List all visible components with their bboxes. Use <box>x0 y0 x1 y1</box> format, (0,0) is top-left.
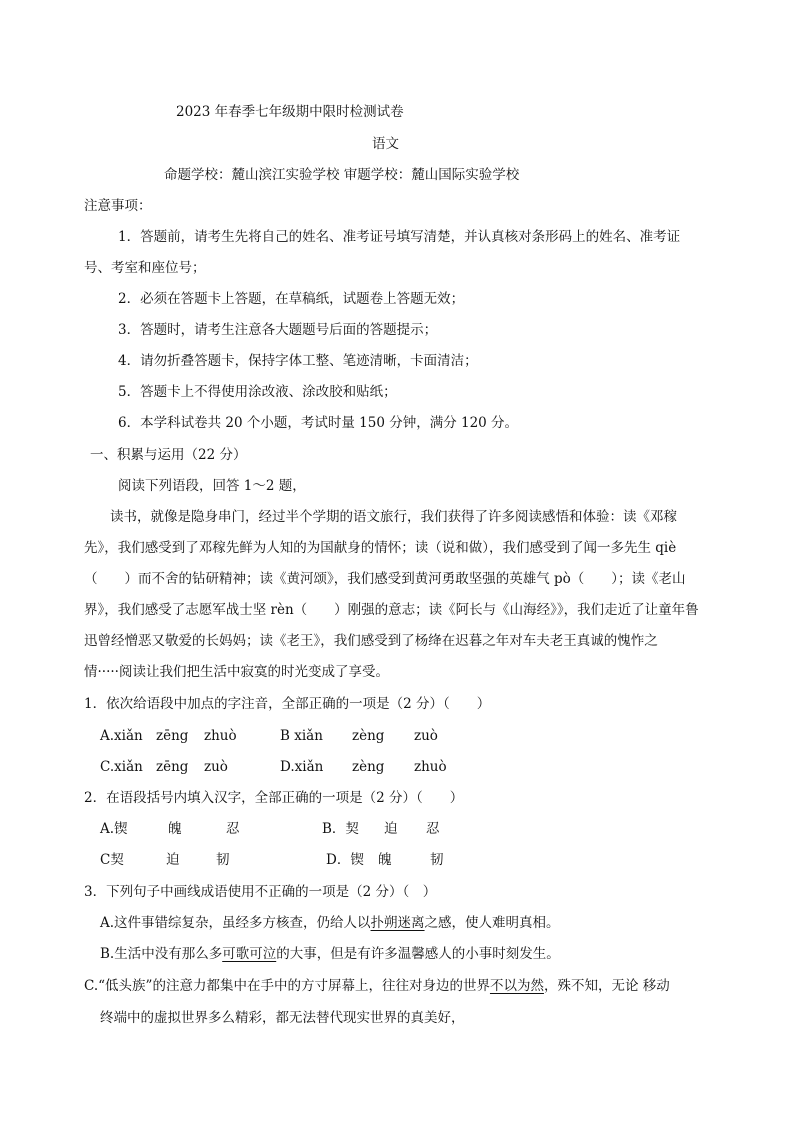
question-3-option-a: A.这件事错综复杂，虽经多方核查，仍给人以扑朔迷离之感，使人难明真相。 <box>100 915 560 931</box>
exam-title: 2023 年春季七年级期中限时检测试卷 <box>176 104 404 120</box>
question-3-option-b: B.生活中没有那么多可歌可泣的大事，但是有许多温馨感人的小事时刻发生。 <box>100 946 560 962</box>
question-1-option-c: C.xiǎn zēng zuò <box>100 759 228 775</box>
notice-item-4: 4．请勿折叠答题卡，保持字体工整、笔迹清晰，卡面清洁； <box>118 353 478 369</box>
underlined-idiom: 可歌可泣 <box>222 946 277 962</box>
passage-line-1: 读书，就像是隐身串门，经过半个学期的语文旅行，我们获得了许多阅读感悟和体验：读《邓稼 <box>110 509 677 525</box>
question-2-option-c: C契 迫 韧 <box>100 852 230 868</box>
passage-line-6: 情·····阅读让我们把生活中寂寞的时光变成了享受。 <box>84 664 389 680</box>
question-1-option-a: A.xiǎn zēng zhuò <box>100 728 237 744</box>
subject-title: 语文 <box>372 136 399 152</box>
notice-item-3: 3．答题时，请考生注意各大题题号后面的答题提示； <box>118 322 438 338</box>
question-2-option-b: B．契 迫 忍 <box>322 821 440 837</box>
underlined-idiom: 不以为然 <box>489 978 544 994</box>
question-1-stem: 1．依次给语段中加点的字注音，全部正确的一项是（2 分）（ ） <box>84 696 491 712</box>
underlined-idiom: 扑朔迷离 <box>370 915 425 931</box>
question-2-option-d: D．锲 魄 韧 <box>326 852 444 868</box>
school-info: 命题学校：麓山滨江实验学校 审题学校：麓山国际实验学校 <box>164 167 520 183</box>
question-1-option-b: B xiǎn zèng zuò <box>280 728 438 744</box>
question-2-stem: 2．在语段括号内填入汉字，全部正确的一项是（2 分）（ ） <box>84 790 464 806</box>
question-1-option-d: D.xiǎn zèng zhuò <box>280 759 447 775</box>
passage-line-5: 迅曾经憎恶又敬爱的长妈妈；读《老王》，我们感受到了杨绛在迟暮之年对车夫老王真诚的愧怍之 <box>84 633 658 649</box>
passage-line-3: （ ）而不舍的钻研精神；读《黄河颂》，我们感受到黄河勇敢坚强的英雄气 pò（ ）；读《老山 <box>84 571 686 587</box>
notice-item-1-cont: 号、考室和座位号； <box>84 260 206 276</box>
notice-item-1: 1．答题前，请考生先将自己的姓名、准考证号填写清楚，并认真核对条形码上的姓名、准考证 <box>118 229 681 245</box>
question-2-option-a: A.锲 魄 忍 <box>100 821 240 837</box>
passage-line-2: 先》，我们感受到了邓稼先鲜为人知的为国献身的情怀；读（说和做），我们感受到了闻一多先生 qiè <box>84 540 677 556</box>
notice-item-2: 2．必须在答题卡上答题，在草稿纸，试题卷上答题无效； <box>118 291 465 307</box>
question-3-stem: 3．下列句子中画线成语使用不正确的一项是（2 分）（ ） <box>84 884 437 900</box>
question-3-option-c: C.“低头族”的注意力都集中在手中的方寸屏幕上，往往对身边的世界不以为然，殊不知，无论 移动 <box>84 978 670 994</box>
notice-heading: 注意事项： <box>84 198 152 214</box>
section-heading: 一、积累与运用（22 分） <box>90 447 247 463</box>
reading-intro: 阅读下列语段，回答 1～2 题， <box>118 478 306 494</box>
question-3-option-c-cont: 终端中的虚拟世界多么精彩，都无法替代现实世界的真美好， <box>100 1010 465 1026</box>
notice-item-5: 5．答题卡上不得使用涂改液、涂改胶和贴纸； <box>118 384 397 400</box>
passage-line-4: 界》，我们感受了志愿军战士坚 rèn（ ）刚强的意志；读《阿长与《山海经》》，我们走近了让童年鲁 <box>84 602 699 618</box>
notice-item-6: 6．本学科试卷共 20 个小题，考试时量 150 分钟，满分 120 分。 <box>118 415 519 431</box>
